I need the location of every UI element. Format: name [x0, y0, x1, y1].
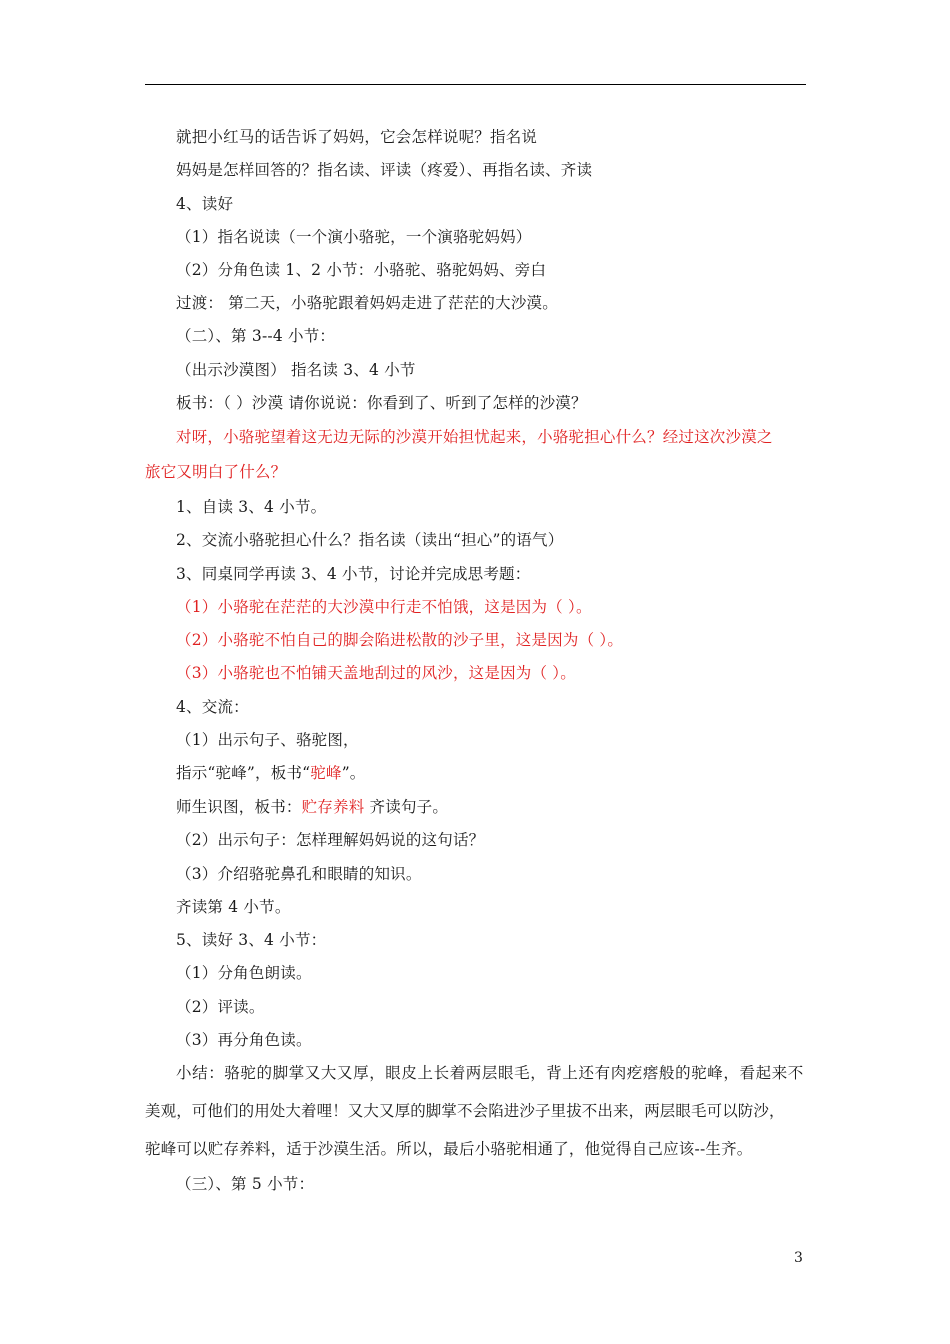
text-line: 4、读好 [176, 195, 234, 213]
text-line: 4、交流： [176, 698, 249, 716]
text-segment: 指示“驼峰”，板书“ [176, 764, 311, 782]
exercise-question: （3）小骆驼也不怕铺天盖地刮过的风沙，这是因为（ ）。 [176, 664, 576, 682]
summary-line: 小结：骆驼的脚掌又大又厚，眼皮上长着两层眼毛，背上还有肉疙瘩般的驼峰，看起来不 [176, 1064, 804, 1082]
text-line: （1）指名说读（一个演小骆驼，一个演骆驼妈妈） [176, 228, 532, 246]
text-line: （3）介绍骆驼鼻孔和眼睛的知识。 [176, 865, 422, 883]
page-number: 3 [794, 1250, 803, 1266]
highlighted-term: 驼峰 [310, 764, 342, 782]
section-heading: （二）、第 3--4 小节： [176, 327, 336, 345]
text-segment: 师生识图，板书： [176, 798, 302, 816]
text-line: 3、同桌同学再读 3、4 小节，讨论并完成思考题： [176, 565, 531, 583]
text-line: 2、交流小骆驼担心什么？指名读（读出“担心”的语气） [176, 531, 564, 549]
text-segment: ”。 [341, 764, 366, 782]
text-line: （1）分角色朗读。 [176, 964, 312, 982]
section-heading: （三）、第 5 小节： [176, 1175, 315, 1193]
exercise-question: （2）小骆驼不怕自己的脚会陷进松散的沙子里，这是因为（ ）。 [176, 631, 624, 649]
text-line: 就把小红马的话告诉了妈妈，它会怎样说呢？指名说 [176, 128, 538, 146]
summary-line: 驼峰可以贮存养料，适于沙漠生活。所以，最后小骆驼相通了，他觉得自己应该--生齐。 [145, 1140, 753, 1158]
text-line: （1）出示句子、骆驼图， [176, 731, 359, 749]
text-line: （2）分角色读 1、2 小节：小骆驼、骆驼妈妈、旁白 [176, 261, 547, 279]
text-line: （2）评读。 [176, 998, 265, 1016]
highlighted-term: 贮存养料 [301, 798, 365, 816]
text-line: （3）再分角色读。 [176, 1031, 312, 1049]
exercise-question: （1）小骆驼在茫茫的大沙漠中行走不怕饿，这是因为（ ）。 [176, 598, 592, 616]
text-line: 过渡： 第二天，小骆驼跟着妈妈走进了茫茫的大沙漠。 [176, 294, 558, 312]
text-line: 齐读第 4 小节。 [176, 898, 291, 916]
text-line-mixed [176, 762, 366, 784]
highlighted-question-line: 旅它又明白了什么？ [145, 463, 287, 481]
text-segment: 齐读句子。 [364, 798, 449, 816]
summary-line: 美观，可他们的用处大着哩！又大又厚的脚掌不会陷进沙子里拔不出来，两层眼毛可以防沙， [145, 1102, 785, 1120]
text-line: （出示沙漠图） 指名读 3、4 小节 [176, 361, 416, 379]
header-rule [145, 84, 806, 85]
text-line: 妈妈是怎样回答的？指名读、评读（疼爱）、再指名读、齐读 [176, 161, 593, 179]
text-line: 1、自读 3、4 小节。 [176, 498, 327, 516]
text-line: （2）出示句子：怎样理解妈妈说的这句话？ [176, 831, 485, 849]
text-line: 5、读好 3、4 小节： [176, 931, 327, 949]
highlighted-question-line: 对呀，小骆驼望着这无边无际的沙漠开始担忧起来，小骆驼担心什么？经过这次沙漠之 [176, 428, 773, 446]
text-line: 板书：（ ）沙漠 请你说说：你看到了、听到了怎样的沙漠？ [176, 394, 587, 412]
text-line-mixed [176, 796, 448, 818]
